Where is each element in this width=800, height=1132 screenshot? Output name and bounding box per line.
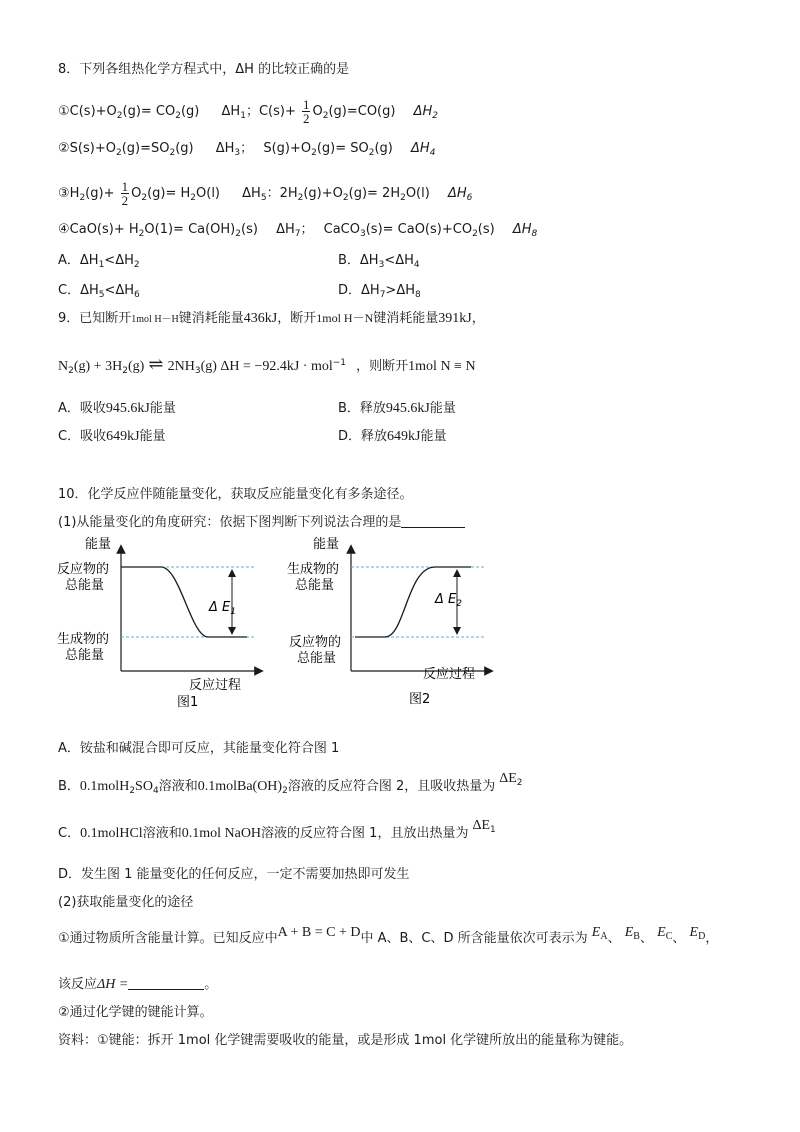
q10-option-a[interactable]: A．铵盐和碱混合即可反应，其能量变化符合图 1 xyxy=(58,741,340,756)
q10-part2: (2)获取能量变化的途径 xyxy=(58,895,194,910)
fig1-xlabel: 反应过程 xyxy=(189,678,242,693)
q8-eq1: $①C(s)+O_2(g)= CO_2(g)$ $\Delta H_1$；C(s)+ $\frac{1}{2}$ $O_2(g)=CO(g)$ $\Delta H_2$ xyxy=(58,97,438,126)
fraction-half: $\frac{1}{2}$ xyxy=(302,97,310,126)
fig1-delta-e: Δ $E_1$ xyxy=(209,600,236,617)
fig1-top-label-1: 反应物的 xyxy=(57,562,110,577)
fig2-ylabel: 能量 xyxy=(313,537,340,552)
q8-option-d[interactable]: D．$\Delta H_7>\Delta H_8$ xyxy=(338,283,421,300)
q9-option-a[interactable]: A．吸收945.6kJ能量 xyxy=(58,401,176,416)
fig2-xlabel: 反应过程 xyxy=(423,667,476,682)
q9-option-c[interactable]: C．吸收649kJ能量 xyxy=(58,429,166,444)
q10-reference: 资料：①键能：拆开 1mol 化学键需要吸收的能量，或是形成 1mol 化学键所放出的能量称为键能。 xyxy=(58,1033,633,1048)
fig2-top-label-2: 总能量 xyxy=(295,578,335,593)
q10-method-1: ①通过物质所含能量计算。已知反应中A + B = C + D中 A、B、C、D 所含能量依次可表示为 $E_A$、 $E_B$、 $E_C$、 $E_D$， xyxy=(58,925,719,946)
fig1-ylabel: 能量 xyxy=(85,537,112,552)
q8-option-c[interactable]: C．$\Delta H_5<\Delta H_6$ xyxy=(58,283,140,300)
q8-eq3: $③H_2(g)+$ $\frac{1}{2}$ $O_2(g)= H_2O(l)$ $\Delta H_5$：$2H_2(g)+O_2(g)= 2H_2O(l)$ $\Delta H_6$ xyxy=(58,179,473,208)
fraction-half: $\frac{1}{2}$ xyxy=(121,179,129,208)
q10-stem: 10．化学反应伴随能量变化，获取反应能量变化有多条途径。 xyxy=(58,487,413,502)
q10-option-b[interactable]: B．$0.1molH_2SO_4$溶液和$0.1molBa(OH)_2$溶液的反应符合图 2，且吸收热量为$\Delta E_2$ xyxy=(58,771,523,796)
q9-stem: 9．已知断开1mol H－H键消耗能量436kJ，断开1mol H－N键消耗能量391kJ， xyxy=(58,311,485,326)
fig2-bottom-label-2: 总能量 xyxy=(297,651,337,666)
answer-blank[interactable] xyxy=(401,513,465,528)
q8-option-a[interactable]: A．$\Delta H_1<\Delta H_2$ xyxy=(58,253,140,270)
fig1-top-label-2: 总能量 xyxy=(65,578,105,593)
fig2-delta-e: Δ $E_2$ xyxy=(435,592,462,609)
q10-option-d[interactable]: D．发生图 1 能量变化的任何反应，一定不需要加热即可发生 xyxy=(58,867,410,882)
q9-option-d[interactable]: D．释放649kJ能量 xyxy=(338,429,447,444)
fig1-caption: 图1 xyxy=(177,695,199,710)
q8-option-b[interactable]: B．$\Delta H_3<\Delta H_4$ xyxy=(338,253,420,270)
q8-stem: 8．下列各组热化学方程式中，ΔH 的比较正确的是 xyxy=(58,62,350,77)
figure-2-energy-diagram xyxy=(285,533,495,711)
answer-blank[interactable] xyxy=(128,975,204,990)
fig1-bottom-label-1: 生成物的 xyxy=(57,632,110,647)
q9-option-b[interactable]: B．释放945.6kJ能量 xyxy=(338,401,456,416)
fig2-caption: 图2 xyxy=(409,692,431,707)
q10-option-c[interactable]: C．0.1molHCl溶液和0.1mol NaOH溶液的反应符合图 1，且放出热量为$\Delta E_1$ xyxy=(58,818,496,841)
fig2-top-label-1: 生成物的 xyxy=(287,562,340,577)
fig2-bottom-label-1: 反应物的 xyxy=(289,635,342,650)
q8-eq4: ④CaO(s)+ $H_2O(1)= Ca(OH)_2(s)$ $\Delta H_7$； CaCO$_3$(s)= $CaO(s)+CO_2(s)$ $\Delta H_8$ xyxy=(58,222,538,239)
q8-eq2: $②S(s)+O_2(g)=SO_2(g)$ $\Delta H_3$； $S(g)+O_2(g)= SO_2(g)$ $\Delta H_4$ xyxy=(58,141,436,158)
figure-1-energy-diagram xyxy=(55,533,265,711)
fig1-bottom-label-2: 总能量 xyxy=(65,648,105,663)
q10-part1: (1)从能量变化的角度研究：依据下图判断下列说法合理的是 xyxy=(58,513,465,532)
q9-equation: $N_2(g) + 3H_2(g)$ ⇌ $2NH_3(g) \Delta H = -92.4kJ \cdot mol^{-1}$ ，则断开1mol N ≡ N xyxy=(58,354,476,376)
q10-method-2: ②通过化学键的键能计算。 xyxy=(58,1005,213,1020)
q10-method-1-answer: 该反应ΔH = 。 xyxy=(58,977,218,992)
